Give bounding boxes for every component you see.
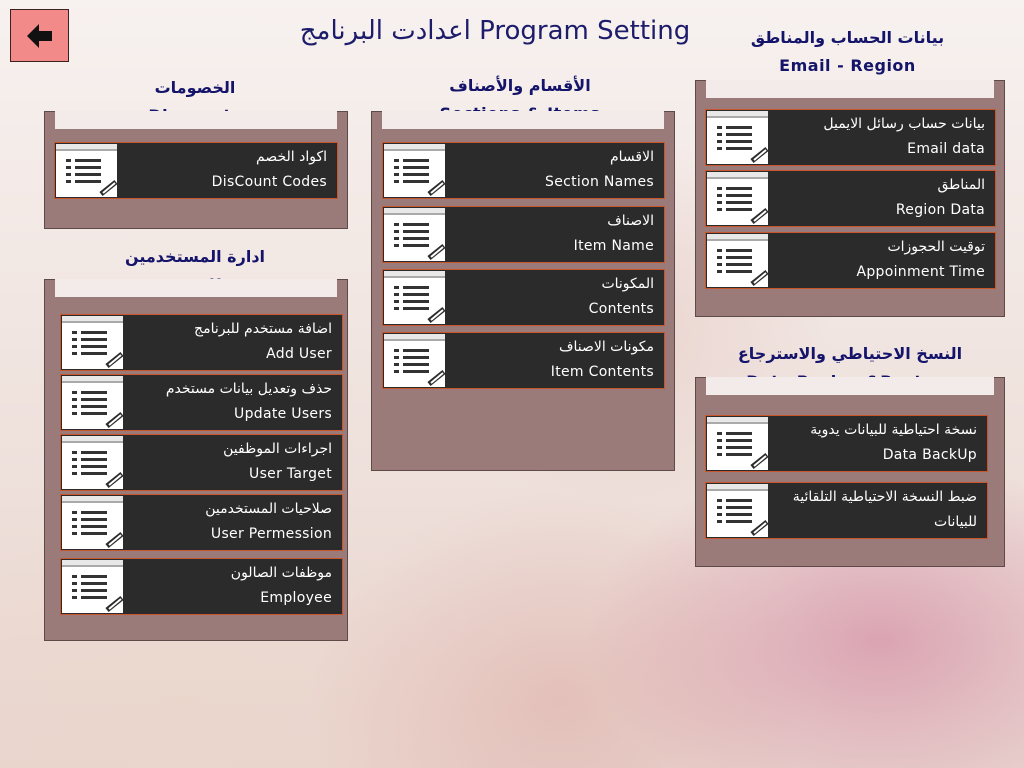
document-pen-icon — [707, 417, 769, 470]
item-label-ar: اجراءات الموظفين — [223, 441, 332, 457]
item-label-ar: ضبط النسخة الاحتياطية التلقائية — [792, 489, 977, 505]
email-region-section-title — [735, 24, 960, 80]
item-name-button[interactable] — [382, 206, 665, 263]
item-label-ar: صلاحيات المستخدمين — [205, 501, 332, 517]
item-label-en: Region Data — [895, 202, 985, 218]
document-pen-icon — [62, 376, 124, 429]
update-users-button[interactable] — [60, 374, 343, 431]
sections-items-title-ar: الأقسام والأصناف — [449, 76, 591, 95]
item-label-en: Update Users — [234, 406, 332, 422]
data-backup-button[interactable] — [705, 415, 988, 472]
item-label-en: Item Contents — [550, 364, 654, 380]
item-label-ar: الاقسام — [610, 149, 654, 165]
document-pen-icon — [62, 496, 124, 549]
item-label-en: Section Names — [545, 174, 654, 190]
document-pen-icon — [384, 271, 446, 324]
document-pen-icon — [384, 208, 446, 261]
email-region-title-ar: بيانات الحساب والمناطق — [750, 28, 945, 47]
region-data-button[interactable] — [705, 170, 996, 227]
item-label-en: Appoinment Time — [856, 264, 985, 280]
panel-notch — [706, 377, 994, 395]
contents-button[interactable] — [382, 269, 665, 326]
document-pen-icon — [62, 560, 124, 613]
add-user-button[interactable] — [60, 314, 343, 371]
auto-backup-settings-button[interactable] — [705, 482, 988, 539]
panel-notch — [706, 80, 994, 98]
document-pen-icon — [707, 484, 769, 537]
discount-codes-button[interactable] — [54, 142, 338, 199]
sections-items-panel — [371, 111, 675, 471]
section-names-button[interactable] — [382, 142, 665, 199]
back-button[interactable] — [10, 9, 69, 62]
discounts-title-ar: الخصومات — [154, 78, 236, 97]
email-data-button[interactable] — [705, 109, 996, 166]
users-panel — [44, 279, 348, 641]
panel-notch — [55, 111, 337, 129]
backup-panel — [695, 377, 1005, 567]
users-title-ar: ادارة المستخدمين — [124, 247, 266, 266]
panel-notch — [382, 111, 664, 129]
user-target-button[interactable] — [60, 434, 343, 491]
item-label-ar: توقيت الحجوزات — [887, 239, 985, 255]
item-label-en: Employee — [260, 590, 332, 606]
item-label-ar: بيانات حساب رسائل الايميل — [823, 116, 985, 132]
item-label-en: للبيانات — [934, 514, 977, 530]
email-region-title-en: Email - Region — [779, 56, 916, 75]
item-label-en: Item Name — [573, 238, 654, 254]
appointment-time-button[interactable] — [705, 232, 996, 289]
item-label-en: Data BackUp — [882, 447, 977, 463]
document-pen-icon — [62, 436, 124, 489]
backup-title-ar: النسخ الاحتياطي والاسترجاع — [737, 344, 963, 363]
email-region-panel — [695, 80, 1005, 317]
back-arrow-icon — [25, 21, 55, 51]
item-label-en: DisCount Codes — [211, 174, 327, 190]
item-label-ar: اكواد الخصم — [255, 149, 327, 165]
item-label-ar: نسخة احتياطية للبيانات يدوية — [810, 422, 977, 438]
item-label-en: Contents — [588, 301, 654, 317]
panel-notch — [55, 279, 337, 297]
document-pen-icon — [62, 316, 124, 369]
user-permission-button[interactable] — [60, 494, 343, 551]
item-label-ar: اضافة مستخدم للبرنامج — [194, 321, 332, 337]
item-label-ar: المناطق — [937, 177, 985, 193]
item-contents-button[interactable] — [382, 332, 665, 389]
document-pen-icon — [384, 144, 446, 197]
document-pen-icon — [707, 172, 769, 225]
discounts-panel — [44, 111, 348, 229]
document-pen-icon — [384, 334, 446, 387]
document-pen-icon — [707, 111, 769, 164]
document-pen-icon — [707, 234, 769, 287]
page-title: اعدادت البرنامج Program Setting — [299, 16, 691, 46]
item-label-ar: الاصناف — [607, 213, 654, 229]
item-label-en: Add User — [266, 346, 332, 362]
item-label-en: Email data — [907, 141, 985, 157]
item-label-en: User Permession — [210, 526, 332, 542]
item-label-ar: حذف وتعديل بيانات مستخدم — [165, 381, 332, 397]
item-label-ar: موظفات الصالون — [230, 565, 332, 581]
item-label-ar: المكونات — [601, 276, 654, 292]
item-label-en: User Target — [249, 466, 332, 482]
employee-button[interactable] — [60, 558, 343, 615]
document-pen-icon — [56, 144, 118, 197]
item-label-ar: مكونات الاصناف — [558, 339, 654, 355]
